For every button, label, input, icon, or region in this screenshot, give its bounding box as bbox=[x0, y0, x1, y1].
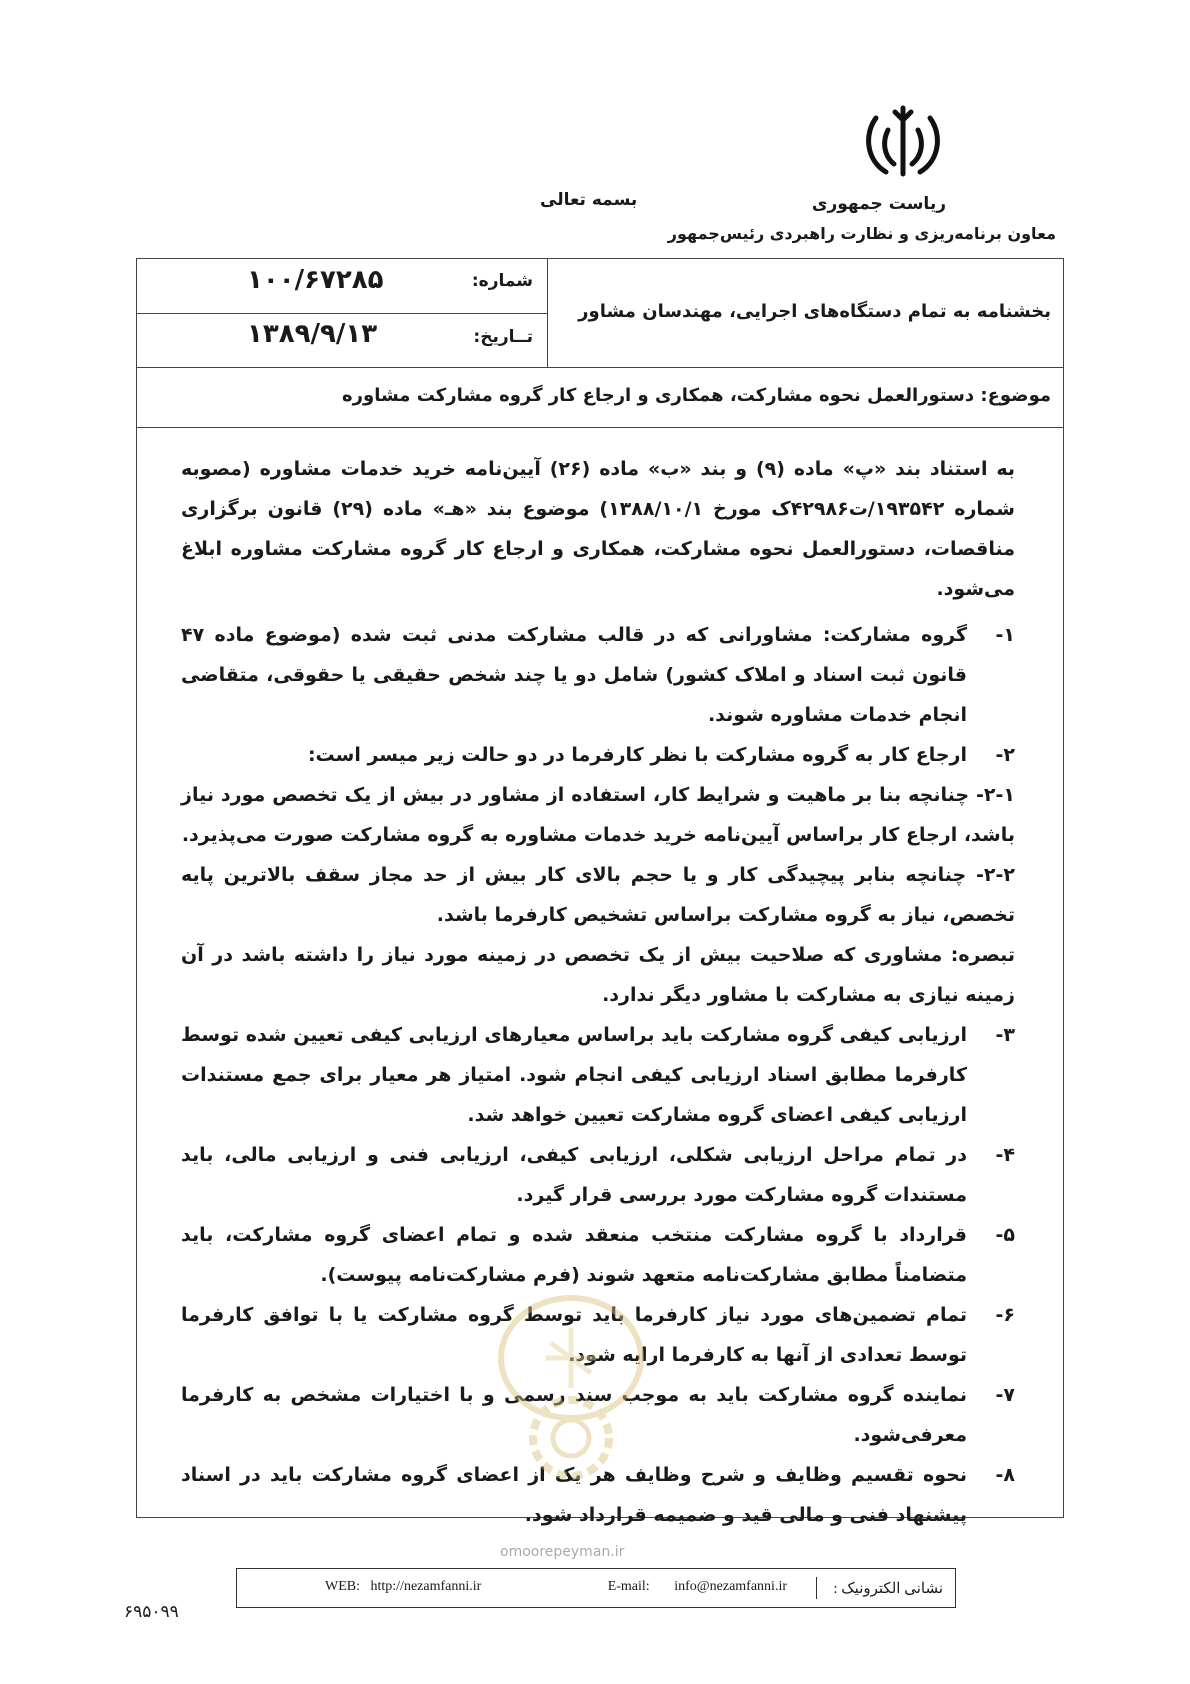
footer-divider bbox=[816, 1577, 817, 1599]
clause-number: ۶- bbox=[995, 1304, 1015, 1326]
clause-number: ۳- bbox=[995, 1024, 1015, 1046]
clause-number: ۲- bbox=[995, 744, 1015, 766]
clause-note bbox=[181, 935, 1015, 1015]
circular-recipients: بخشنامه به تمام دستگاه‌های اجرایی، مهندسان مشاور bbox=[578, 301, 1051, 322]
deputy-title: معاون برنامه‌ریزی و نظارت راهبردی رئیس‌جمهور bbox=[667, 224, 1056, 243]
presidency-title: ریاست جمهوری bbox=[811, 194, 946, 214]
email-address[interactable]: info@nezamfanni.ir bbox=[674, 1579, 787, 1594]
footer-email[interactable] bbox=[608, 1579, 787, 1595]
clause-text: نحوه تقسیم وظایف و شرح وظایف هر یک از اعضای گروه مشارکت باید در اسناد پیشنهاد فنی و مالی قید و ضمیمه قرارداد شود. bbox=[181, 1464, 967, 1526]
clause-text: قرارداد با گروه مشارکت منتخب منعقد شده و تمام اعضای گروه مشارکت، باید متضامناً مطابق مشارکت‌نامه متعهد شوند (فرم مشارکت‌نامه پیوست). bbox=[181, 1224, 967, 1286]
subject-line: موضوع: دستورالعمل نحوه مشارکت، همکاری و ارجاع کار گروه مشارکت مشاوره bbox=[342, 385, 1051, 406]
clause-text: تمام تضمین‌های مورد نیاز کارفرما باید توسط گروه مشارکت یا با توافق کارفرما توسط تعدادی از آنها به کارفرما ارایه شود. bbox=[181, 1304, 967, 1366]
document-code: ۶۹۵۰۹۹ bbox=[124, 1602, 179, 1622]
clause-number: ۷- bbox=[995, 1384, 1015, 1406]
clause-2-1 bbox=[181, 775, 1015, 855]
clause-number: ۸- bbox=[995, 1464, 1015, 1486]
clause-text: گروه مشارکت: مشاورانی که در قالب مشارکت مدنی ثبت شده (موضوع ماده ۴۷ قانون ثبت اسناد و املاک کشور) شامل دو یا چند شخص حقیقی یا حقوقی، متقاضی انجام خدمات مشاوره شوند. bbox=[181, 624, 967, 726]
footer-web[interactable] bbox=[325, 1579, 481, 1595]
footer-label: نشانی الکترونیک : bbox=[833, 1581, 943, 1597]
intro-paragraph bbox=[181, 449, 1015, 609]
clause-2-2 bbox=[181, 855, 1015, 935]
clause-text: ۲-۲- چنانچه بنابر پیچیدگی کار و یا حجم بالای کار بیش از حد مجاز سقف بالاترین پایه تخصص، نیاز به گروه مشارکت براساس تشخیص کارفرما باشد. bbox=[181, 864, 1015, 926]
email-label: E-mail: bbox=[607, 1579, 650, 1594]
date-label: تــاریخ: bbox=[473, 327, 533, 347]
clause-number: ۴- bbox=[995, 1144, 1015, 1166]
reference-box bbox=[137, 259, 548, 367]
footer-contact-bar bbox=[236, 1568, 956, 1608]
clause-text: در تمام مراحل ارزیابی شکلی، ارزیابی کیفی، ارزیابی فنی و ارزیابی مالی، باید مستندات گروه مشارکت مورد بررسی قرار گیرد. bbox=[181, 1144, 967, 1206]
clause-2 bbox=[181, 735, 1015, 775]
bismillah-heading: بسمه تعالی bbox=[540, 190, 638, 210]
iran-emblem-icon bbox=[862, 100, 944, 182]
watermark-url: omoorepeyman.ir bbox=[500, 1544, 625, 1560]
clause-text: ۲-۱- چنانچه بنا بر ماهیت و شرایط کار، استفاده از مشاور در بیش از یک تخصص مورد نیاز باشد، ارجاع کار براساس آیین‌نامه خرید خدمات مشاوره به گروه مشارکت صورت می‌پذیرد. bbox=[181, 784, 1015, 846]
clause-5 bbox=[181, 1215, 1015, 1295]
number-value: ۱۰۰/۶۷۲۸۵ bbox=[247, 265, 384, 295]
clause-1 bbox=[181, 615, 1015, 735]
clause-text: ارجاع کار به گروه مشارکت با نظر کارفرما در دو حالت زیر میسر است: bbox=[307, 744, 967, 766]
watermark-seal-icon bbox=[486, 1288, 656, 1488]
clause-number: ۱- bbox=[995, 624, 1015, 646]
clause-3 bbox=[181, 1015, 1015, 1135]
number-label: شماره: bbox=[471, 271, 533, 291]
clause-4 bbox=[181, 1135, 1015, 1215]
intro-text-start: به استناد بند «پ» ماده (۹) و بند «ب» ماده (۲۶) آیین‌نامه خرید خدمات مشاوره (مصوبه شماره ۱۹۳۵۴۲/ت۴۲۹۸۶ک مورخ ۱۳۸۸/۱۰/۱) موضوع بند «هـ» ماده (۲۹) قانون برگزاری مناقصات، bbox=[181, 458, 1016, 560]
date-value: ۱۳۸۹/۹/۱۳ bbox=[247, 319, 378, 349]
clause-text: ارزیابی کیفی گروه مشارکت باید براساس معیارهای ارزیابی کیفی تعیین شده توسط کارفرما مطابق اسناد ارزیابی کیفی انجام شود. امتیاز هر معیار برای جمع مستندات ارزیابی کیفی اعضای گروه مشارکت تعیین خواهد شد. bbox=[181, 1024, 967, 1126]
intro-emphasis: دستورالعمل نحوه مشارکت، همکاری و ارجاع کار گروه مشارکت مشاوره bbox=[230, 538, 916, 560]
subject-row bbox=[137, 367, 1063, 428]
clause-number: ۵- bbox=[995, 1224, 1015, 1246]
header-row bbox=[137, 259, 1063, 368]
web-address[interactable]: http://nezamfanni.ir bbox=[370, 1579, 482, 1594]
intro-text-end: ابلاغ می‌شود. bbox=[181, 538, 1015, 600]
web-label: WEB: bbox=[325, 1579, 360, 1594]
clause-text: تبصره: مشاوری که صلاحیت بیش از یک تخصص در زمینه مورد نیاز را داشته باشد در آن زمینه نیازی به مشارکت با مشاور دیگر ندارد. bbox=[181, 944, 1015, 1006]
clause-text: نماینده گروه مشارکت باید به موجب سند رسمی و با اختیارات مشخص به کارفرما معرفی‌شود. bbox=[181, 1384, 967, 1446]
reference-divider bbox=[137, 313, 547, 314]
